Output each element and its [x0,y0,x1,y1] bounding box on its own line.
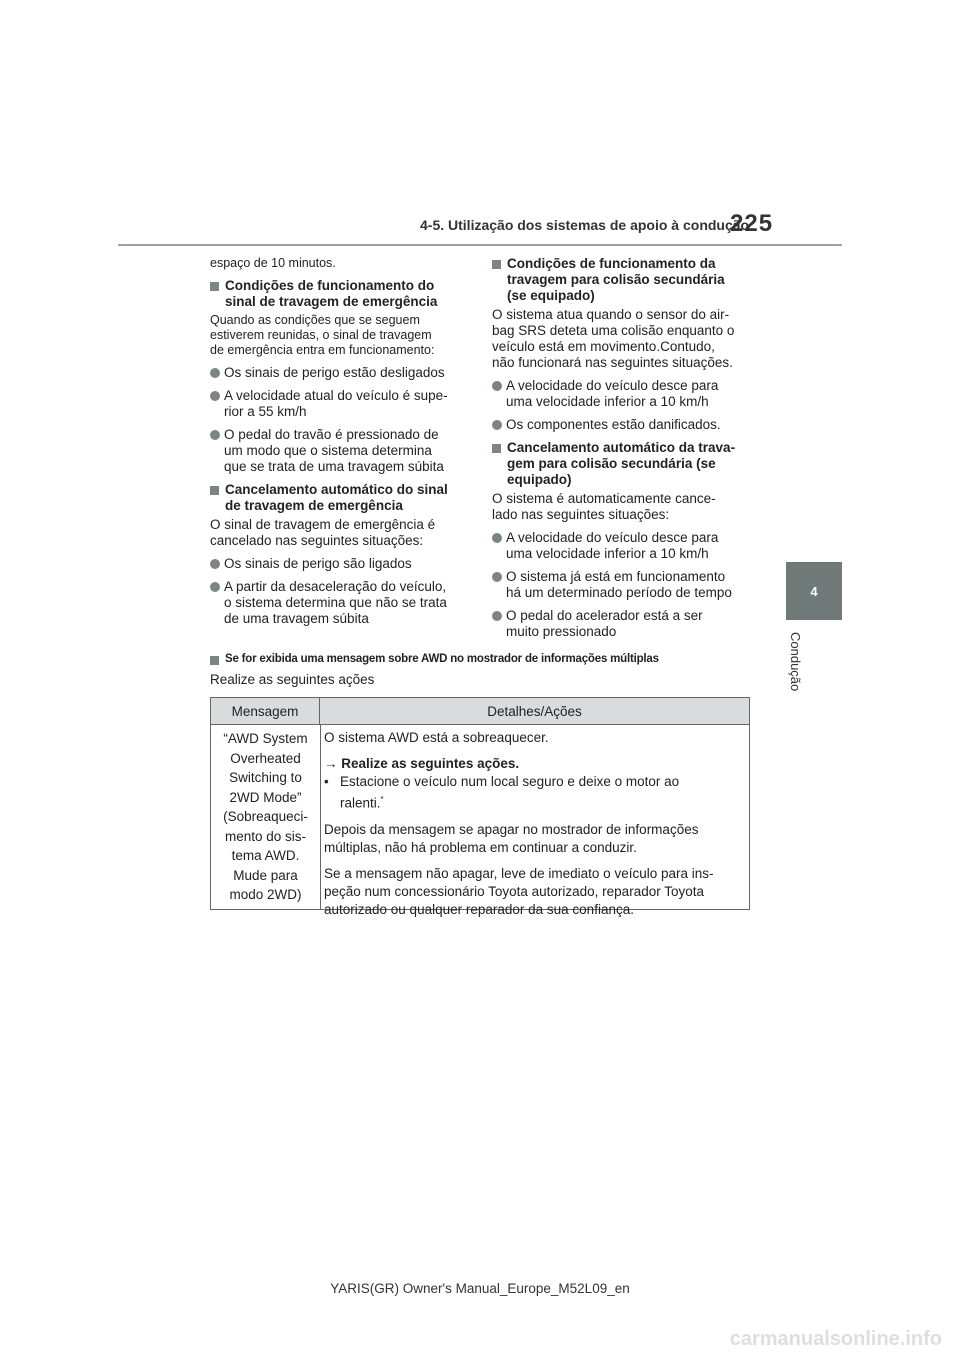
details-text: Depois da mensagem se apagar no mostrador de informações múltiplas, não há problema em continuar a conduzir. [324,821,699,855]
section-heading: Cancelamento automático do sinal de travagem de emergência [210,482,468,514]
awd-heading: Se for exibida uma mensagem sobre AWD no mostrador de informações múltiplas [210,653,750,665]
details-cell [324,729,744,927]
arrow-icon: → [324,756,338,771]
section-heading: Condições de funcionamento da travagem para colisão secundária (se equipado) [492,256,750,304]
page-number: 225 [730,210,774,237]
list-item: A velocidade do veículo desce para uma velocidade inferior a 10 km/h [492,530,750,562]
left-column [210,256,468,634]
action-title: → Realize as seguintes ações. [324,756,520,771]
square-bullet-icon [492,444,501,453]
list-item: Os sinais de perigo são ligados [210,556,468,572]
watermark: carmanualsonline.info [729,1328,942,1350]
list-item: O pedal do travão é pressionado de um modo que o sistema determina que se trata de uma travagem súbita [210,427,468,475]
square-bullet-icon [492,260,501,269]
chapter-number: 4 [810,583,818,599]
message-table [210,697,750,917]
paragraph: Quando as condições que se seguem estiverem reunidas, o sinal de travagem de emergência entra em funcionamento: [210,313,435,357]
section-title: 4-5. Utilização dos sistemas de apoio à condução [420,217,750,233]
awd-intro: Realize as seguintes ações [210,672,375,687]
section-heading: Condições de funcionamento do sinal de travagem de emergência [210,278,468,310]
list-item: A partir da desaceleração do veículo, o sistema determina que não se trata de uma travagem súbita [210,579,468,627]
footnote-marker: * [380,795,384,804]
table-header-details: Detalhes/Ações [320,698,749,725]
list-item: O sistema já está em funcionamento há um determinado período de tempo [492,569,750,601]
table-column-divider [320,725,321,909]
right-column [492,256,750,647]
chapter-tab[interactable] [786,562,842,620]
header-divider [118,244,842,246]
round-bullet-icon [210,559,220,569]
round-bullet-icon [210,582,220,592]
paragraph: O sistema atua quando o sensor do air- bag SRS deteta uma colisão enquanto o veículo está em movimento.Contudo, não funcionará nas seguintes situações. [492,307,735,370]
round-bullet-icon [492,420,502,430]
square-bullet-icon [210,656,219,665]
paragraph: O sinal de travagem de emergência é cancelado nas seguintes situações: [210,517,436,548]
details-text: O sistema AWD está a sobreaquecer. [324,730,549,745]
manual-footer: YARIS(GR) Owner's Manual_Europe_M52L09_en [330,1281,630,1296]
round-bullet-icon [210,391,220,401]
continued-text: espaço de 10 minutos. [210,256,336,270]
round-bullet-icon [210,430,220,440]
square-bullet-icon [210,282,219,291]
message-cell: “AWD System Overheated Switching to 2WD Mode” (Sobreaqueci- mento do sis- tema AWD. Mude para modo 2WD) [223,731,308,902]
table-header-message: Mensagem [211,698,320,725]
round-bullet-icon [492,533,502,543]
list-item: Os componentes estão danificados. [492,417,750,433]
list-item: O pedal do acelerador está a ser muito pressionado [492,608,750,640]
chapter-label: Condução [788,632,803,692]
section-heading: Cancelamento automático da trava- gem para colisão secundária (se equipado) [492,440,750,488]
square-bullet-icon [210,486,219,495]
bullet-icon: • [324,774,329,789]
round-bullet-icon [210,368,220,378]
action-bullet: • Estacione o veículo num local seguro e deixe o motor ao ralenti.* [324,774,680,811]
details-text: Se a mensagem não apagar, leve de imediato o veículo para ins- peção num concessionário Toyota autorizado, reparador Toyota autorizado ou qualquer reparador da sua confiança. [324,865,714,917]
list-item: Os sinais de perigo estão desligados [210,365,468,381]
round-bullet-icon [492,381,502,391]
round-bullet-icon [492,572,502,582]
list-item: A velocidade atual do veículo é supe- rior a 55 km/h [210,388,468,420]
round-bullet-icon [492,611,502,621]
paragraph: O sistema é automaticamente cance- lado nas seguintes situações: [492,491,716,522]
list-item: A velocidade do veículo desce para uma velocidade inferior a 10 km/h [492,378,750,410]
